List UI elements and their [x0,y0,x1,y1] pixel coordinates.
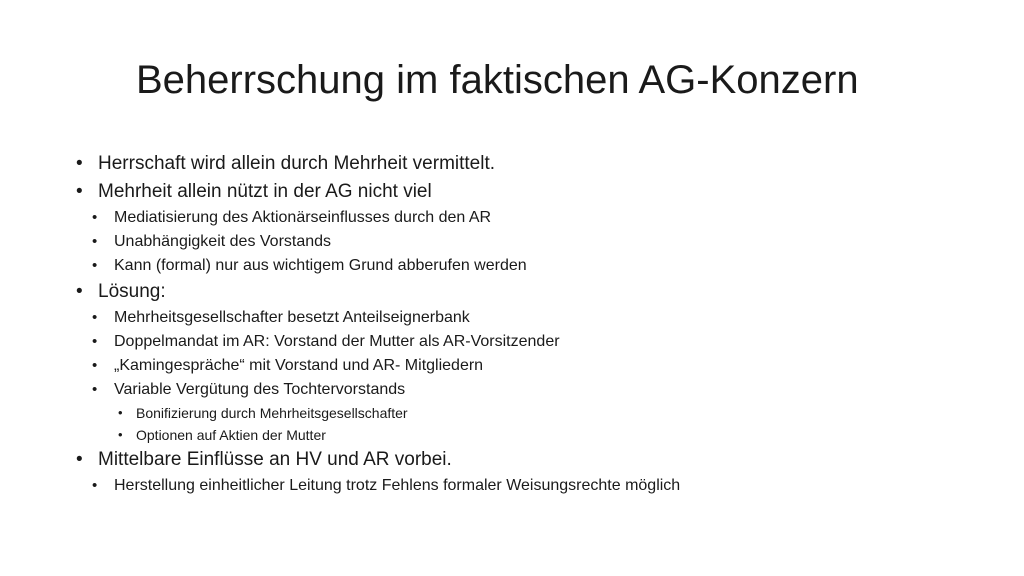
sub-bullet-item [92,378,996,402]
bullet-dot-icon: • [118,405,123,420]
bullet-dot-icon: • [76,181,83,202]
bullet-dot-icon: • [92,233,98,250]
bullet-text: Variable Vergütung des Tochtervorstands [114,381,406,398]
bullet-text: Bonifizierung durch Mehrheitsgesellschafter [136,405,408,421]
sub-bullet-item [92,206,996,230]
bullet-list [76,150,996,498]
bullet-dot-icon: • [92,477,98,494]
sub-sub-bullet-item [118,424,996,446]
bullet-dot-icon: • [92,257,98,274]
bullet-text: Mehrheit allein nützt in der AG nicht viel [98,181,432,202]
bullet-dot-icon: • [76,281,83,302]
bullet-item [76,278,996,306]
bullet-text: Herstellung einheitlicher Leitung trotz Fehlens formaler Weisungsrechte möglich [114,477,681,494]
bullet-text: Mehrheitsgesellschafter besetzt Anteilseignerbank [114,309,470,326]
bullet-dot-icon: • [92,381,98,398]
sub-bullet-item [92,254,996,278]
bullet-dot-icon: • [92,209,98,226]
bullet-text: „Kamingespräche“ mit Vorstand und AR- Mitgliedern [114,357,484,374]
bullet-dot-icon: • [76,153,83,174]
slide-content [76,150,996,498]
bullet-dot-icon: • [92,357,98,374]
bullet-item [76,150,996,178]
bullet-dot-icon: • [118,427,123,442]
sub-bullet-item [92,474,996,498]
sub-bullet-item [92,330,996,354]
bullet-dot-icon: • [92,309,98,326]
sub-sub-bullet-item [118,402,996,424]
bullet-text: Lösung: [98,281,166,302]
bullet-text: Mediatisierung des Aktionärseinflusses durch den AR [114,209,492,226]
bullet-text: Kann (formal) nur aus wichtigem Grund abberufen werden [114,257,527,274]
bullet-item [76,446,996,474]
bullet-item [76,178,996,206]
slide-title: Beherrschung im faktischen AG-Konzern [136,58,859,102]
bullet-text: Doppelmandat im AR: Vorstand der Mutter als AR-Vorsitzender [114,333,560,350]
sub-bullet-item [92,354,996,378]
bullet-dot-icon: • [76,449,83,470]
sub-bullet-item [92,306,996,330]
bullet-text: Unabhängigkeit des Vorstands [114,233,332,250]
bullet-dot-icon: • [92,333,98,350]
bullet-text: Mittelbare Einflüsse an HV und AR vorbei. [98,449,452,470]
bullet-text: Optionen auf Aktien der Mutter [136,427,326,443]
sub-bullet-item [92,230,996,254]
bullet-text: Herrschaft wird allein durch Mehrheit vermittelt. [98,153,496,174]
